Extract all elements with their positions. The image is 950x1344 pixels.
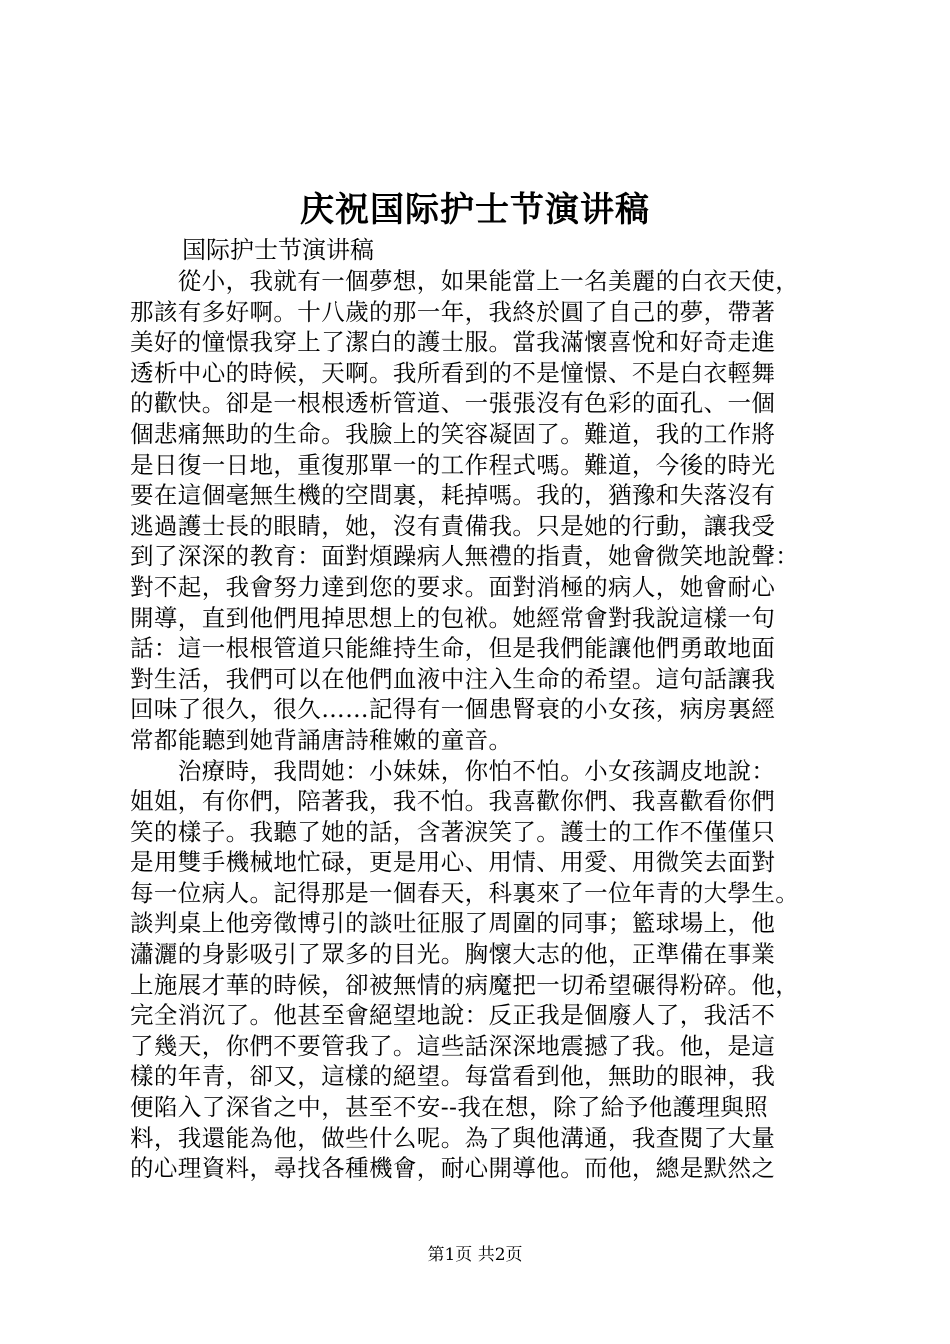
text-line: 治療時，我問她：小妹妹，你怕不怕。小女孩調皮地說： [130, 756, 776, 785]
text-line: 逃過護士長的眼睛，她，沒有責備我。只是她的行動，讓我受 [130, 511, 776, 540]
text-line: 笑的樣子。我聽了她的話，含著淚笑了。護士的工作不僅僅只 [130, 817, 776, 846]
text-line: 瀟灑的身影吸引了眾多的目光。胸懷大志的他，正準備在事業 [130, 940, 776, 969]
text-line: 話：這一根根管道只能維持生命，但是我們能讓他們勇敢地面 [130, 634, 776, 663]
document-subtitle: 国际护士节演讲稿 [182, 236, 374, 264]
text-line: 個悲痛無助的生命。我臉上的笑容凝固了。難道，我的工作將 [130, 419, 776, 448]
text-line: 每一位病人。記得那是一個春天，科裏來了一位年青的大學生。 [130, 878, 800, 907]
text-line: 上施展才華的時候，卻被無情的病魔把一切希望碾得粉碎。他， [130, 970, 800, 999]
text-line: 對生活，我們可以在他們血液中注入生命的希望。這句話讓我 [130, 664, 776, 693]
text-line: 回味了很久，很久……記得有一個患腎衰的小女孩，病房裏經 [130, 695, 776, 724]
text-line: 的心理資料，尋找各種機會，耐心開導他。而他，總是默然之 [130, 1154, 776, 1183]
text-line: 透析中心的時候，天啊。我所看到的不是憧憬、不是白衣輕舞 [130, 358, 776, 387]
text-line: 那該有多好啊。十八歲的那一年，我終於圓了自己的夢，帶著 [130, 297, 776, 326]
text-line: 是日復一日地，重復那單一的工作程式嗎。難道，今後的時光 [130, 450, 776, 479]
page-footer: 第1页 共2页 [427, 1245, 523, 1265]
text-line: 從小，我就有一個夢想，如果能當上一名美麗的白衣天使， [130, 267, 800, 295]
text-line: 開導，直到他們甩掉思想上的包袱。她經常會對我說這樣一句 [130, 603, 776, 632]
text-line: 了幾天，你們不要管我了。這些話深深地震撼了我。他，是這 [130, 1031, 776, 1060]
text-line: 要在這個毫無生機的空間裏，耗掉嗎。我的，猶豫和失落沒有 [130, 481, 776, 510]
page-title: 庆祝国际护士节演讲稿 [300, 190, 650, 230]
body-text [130, 266, 830, 1184]
text-line: 便陷入了深省之中，甚至不安--我在想，除了給予他護理與照 [130, 1093, 769, 1122]
text-line: 是用雙手機械地忙碌，更是用心、用情、用愛、用微笑去面對 [130, 848, 776, 877]
text-line: 姐姐，有你們，陪著我，我不怕。我喜歡你們、我喜歡看你們 [130, 787, 776, 816]
text-line: 料，我還能為他，做些什么呢。為了與他溝通，我查閱了大量 [130, 1123, 776, 1152]
text-line: 談判桌上他旁徵博引的談吐征服了周圍的同事；籃球場上，他 [130, 909, 776, 938]
text-line: 美好的憧憬我穿上了潔白的護士服。當我滿懷喜悅和好奇走進 [130, 328, 776, 357]
text-line: 對不起，我會努力達到您的要求。面對消極的病人，她會耐心 [130, 572, 776, 601]
text-line: 樣的年青，卻又，這樣的絕望。每當看到他，無助的眼神，我 [130, 1062, 776, 1091]
text-line: 完全消沉了。他甚至會絕望地說：反正我是個廢人了，我活不 [130, 1001, 776, 1030]
text-line: 常都能聽到她背誦唐詩稚嫩的童音。 [130, 725, 513, 754]
text-line: 的歡快。卻是一根根透析管道、一張張沒有色彩的面孔、一個 [130, 389, 776, 418]
text-line: 到了深深的教育：面對煩躁病人無禮的指責，她會微笑地說聲： [130, 542, 800, 571]
